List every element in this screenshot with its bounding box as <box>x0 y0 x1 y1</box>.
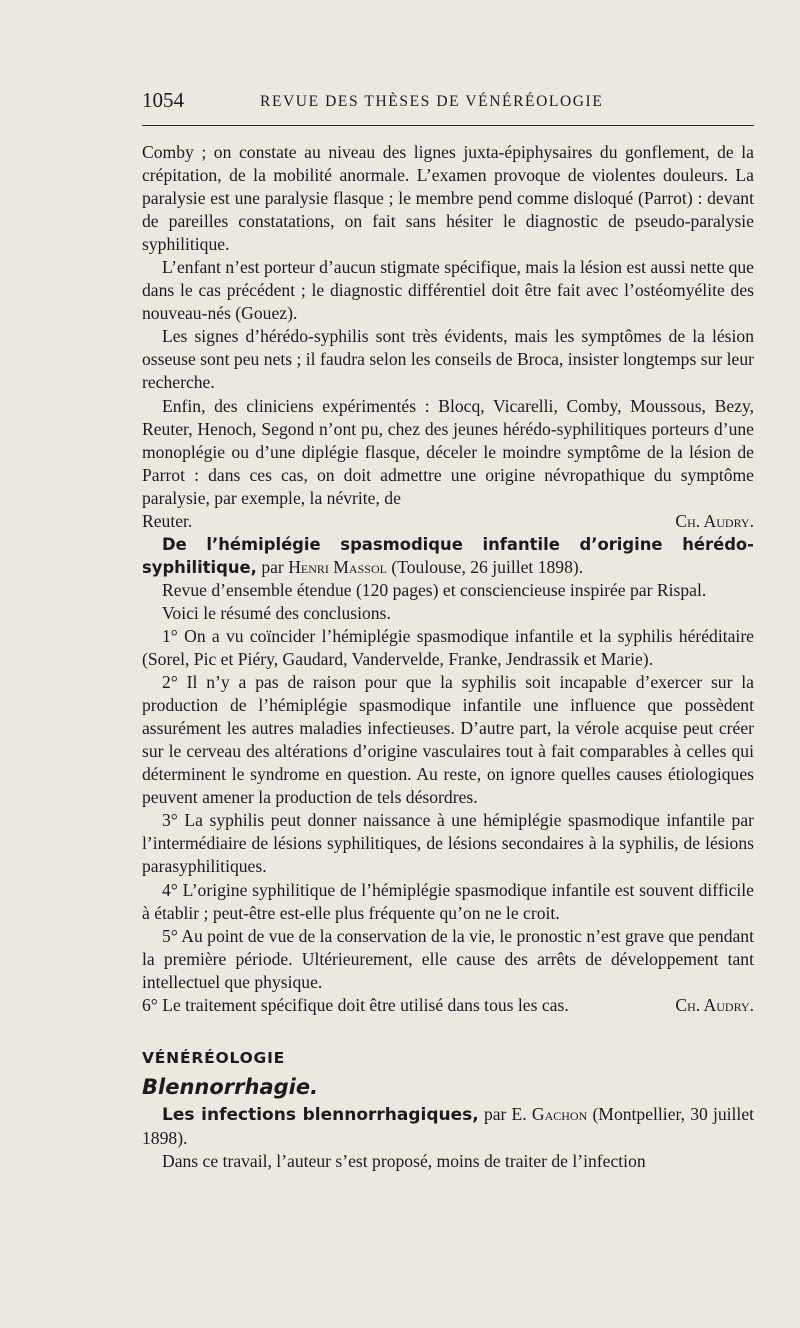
author-signature: Ch. Audry. <box>675 510 754 531</box>
conclusion-5: 5° Au point de vue de la conservation de la vie, le pronostic n’est grave que pendant la première période. Ultérieurement, elle cause des arrêts de développement tant intellectuel que physique. <box>142 925 754 992</box>
page-number: 1054 <box>142 88 184 112</box>
journal-title: REVUE DES THÈSES DE VÉNÉRÉOLOGIE <box>260 93 604 110</box>
paragraph-1: Comby ; on constate au niveau des lignes juxta-épiphysaires du gonflement, de la crépitation, de la mobilité anormale. L’examen provoque de violentes douleurs. La paralysie est une paralysie flasque ; le membre pend comme disloqué (Parrot) : devant de pareilles constatations, on fait sans hésiter le diagnostic de pseudo-paralysie syphilitique. <box>142 142 754 255</box>
author-signature: Ch. Audry. <box>675 994 754 1015</box>
article-author: Gachon <box>531 1103 588 1124</box>
article-heading-1 <box>142 533 754 579</box>
paragraph-6: Voici le résumé des conclusions. <box>162 602 391 623</box>
paragraph-2: L’enfant n’est porteur d’aucun stigmate spécifique, mais la lésion est aussi nette que dans le cas précédent ; le diagnostic différentiel doit être fait avec l’ostéomyélite des nouveau-nés (Gouez). <box>142 257 754 324</box>
conclusion-6: 6° Le traitement spécifique doit être utilisé dans tous les cas. <box>142 994 569 1015</box>
conclusion-6-line <box>142 994 754 1017</box>
section-title: VÉNÉRÉOLOGIE <box>142 1048 286 1067</box>
body-text <box>142 141 754 1173</box>
paragraph-4-end: Reuter. <box>142 510 193 531</box>
article-by: par <box>261 556 284 577</box>
paragraph-4: Enfin, des cliniciens expérimentés : Blocq, Vicarelli, Comby, Moussous, Bezy, Reuter, Henoch, Segond n’ont pu, chez des jeunes hérédo-syphilitiques porteurs d’une monoplégie ou d’une diplégie flasque, déceler le moindre symptôme de la lésion de Parrot : dans ces cas, on doit admettre une origine névropathique du symptôme paralysie, par exemple, la névrite, de <box>142 395 754 508</box>
conclusion-4: 4° L’origine syphilitique de l’hémiplégie spasmodique infantile est souvent difficile à établir ; peut-être est-elle plus fréquente qu’on ne le croit. <box>142 879 754 923</box>
article-title: De l’hémiplégie spasmodique infantile d’origine hérédo-syphilitique, <box>142 534 754 577</box>
article-title: Les infections blennorrhagiques, <box>162 1104 479 1125</box>
paragraph-3: Les signes d’hérédo-syphilis sont très évidents, mais les symptômes de la lésion osseuse sont peu nets ; il faudra selon les conseils de Broca, insister longtemps sur leur recherche. <box>142 326 754 393</box>
article-heading-2 <box>142 1103 754 1150</box>
article-author: Henri Massol <box>288 556 387 577</box>
signature-line-1 <box>142 510 754 533</box>
subsection-title: Blennorrhagie. <box>142 1074 319 1099</box>
conclusion-1: 1° On a vu coïncider l’hémiplégie spasmodique infantile et la syphilis héréditaire (Sorel, Pic et Piéry, Gaudard, Vandervelde, Franke, Jendrassik et Marie). <box>142 625 754 670</box>
paragraph-5: Revue d’ensemble étendue (120 pages) et consciencieuse inspirée par Rispal. <box>162 579 707 600</box>
article-source: (Toulouse, 26 juillet 1898). <box>391 556 584 577</box>
paragraph-7: Dans ce travail, l’auteur s’est proposé, moins de traiter de l’infection <box>162 1150 646 1171</box>
article-by: par E. <box>483 1103 527 1124</box>
conclusion-2: 2° Il n’y a pas de raison pour que la syphilis soit incapable d’exercer sur la production de l’hémiplégie spasmodique infantile une influence que possèdent assurément les autres maladies infectieuses. D’autre part, la vérole acquise peut créer sur le cerveau des altérations d’origine vasculaires tout à fait comparables à celles qui déterminent le syndrome en question. Au reste, on ignore quelles causes étiologiques peuvent amener la production de tels désordres. <box>142 672 754 808</box>
running-head <box>142 88 754 114</box>
article-source: (Montpellier, 30 juillet 1898). <box>142 1103 755 1148</box>
conclusion-3: 3° La syphilis peut donner naissance à une hémiplégie spasmodique infantile par l’intermédiaire de lésions syphilitiques, de lésions secondaires à la syphilis, de lésions parasyphilitiques. <box>142 810 754 877</box>
header-rule <box>142 125 754 126</box>
